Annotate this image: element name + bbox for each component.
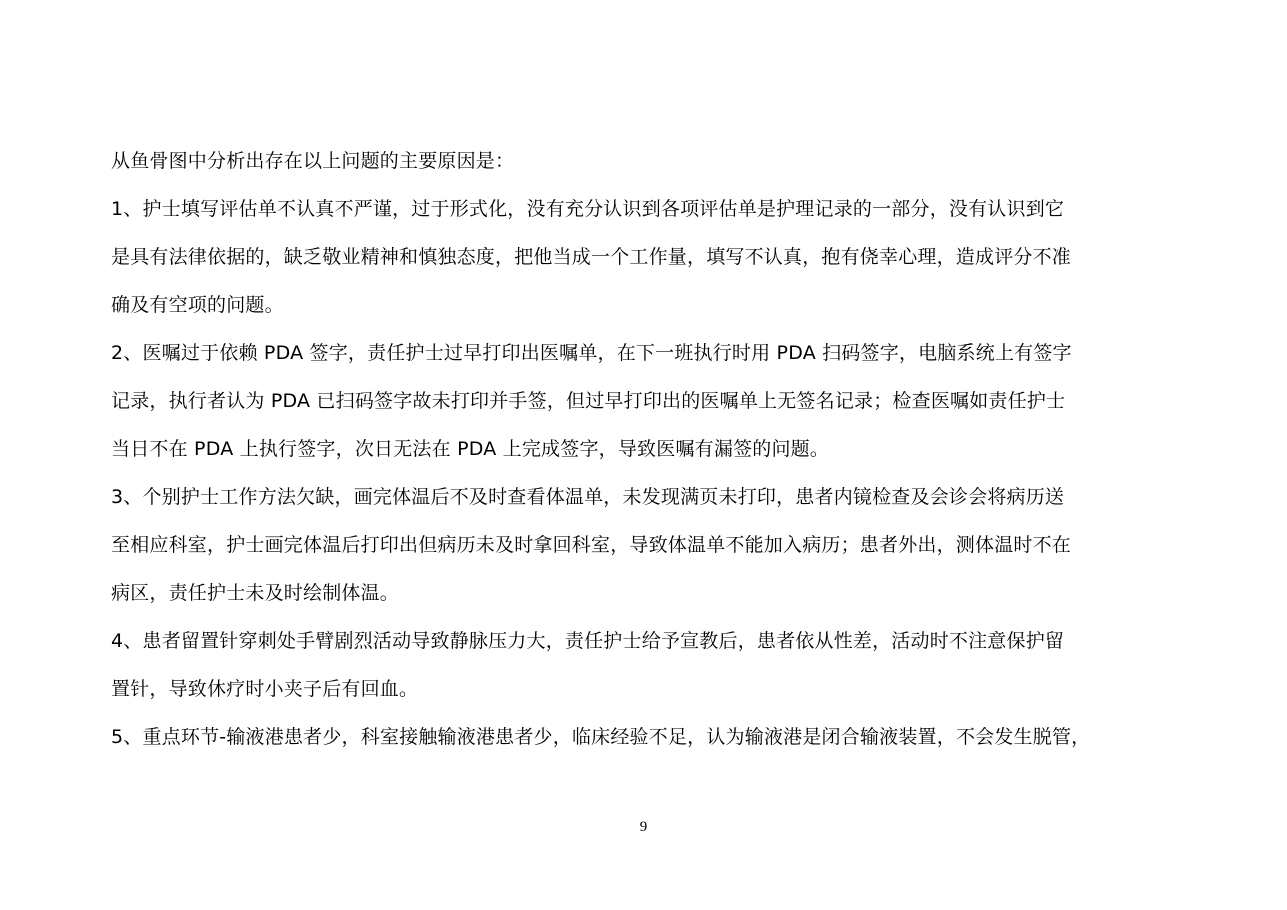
text-line: 确及有空项的问题。 bbox=[111, 294, 284, 316]
text-line: 至相应科室，护士画完体温后打印出但病历未及时拿回科室，导致体温单不能加入病历；患者外出，测体温时不在 bbox=[111, 534, 1072, 556]
text-line: 2、医嘱过于依赖 PDA 签字，责任护士过早打印出医嘱单，在下一班执行时用 PDA 扫码签字，电脑系统上有签字 bbox=[111, 342, 1072, 364]
text-line: 当日不在 PDA 上执行签字，次日无法在 PDA 上完成签字，导致医嘱有漏签的问题。 bbox=[111, 438, 830, 460]
text-line: 病区，责任护士未及时绘制体温。 bbox=[111, 582, 400, 604]
text-line: 置针，导致休疗时小夹子后有回血。 bbox=[111, 678, 419, 700]
text-line: 记录，执行者认为 PDA 已扫码签字故未打印并手签，但过早打印出的医嘱单上无签名记录；检查医嘱如责任护士 bbox=[111, 390, 1066, 412]
text-line: 3、个别护士工作方法欠缺，画完体温后不及时查看体温单，未发现满页未打印，患者内镜检查及会诊会将病历送 bbox=[111, 486, 1065, 508]
page-number: 9 bbox=[639, 819, 648, 835]
text-line: 是具有法律依据的，缺乏敬业精神和慎独态度，把他当成一个工作量，填写不认真，抱有侥幸心理，造成评分不准 bbox=[111, 246, 1072, 268]
intro-line: 从鱼骨图中分析出存在以上问题的主要原因是： bbox=[111, 150, 515, 172]
text-line: 1、护士填写评估单不认真不严谨，过于形式化，没有充分认识到各项评估单是护理记录的一部分，没有认识到它 bbox=[111, 198, 1065, 220]
text-line: 5、重点环节-输液港患者少，科室接触输液港患者少，临床经验不足，认为输液港是闭合输液装置，不会发生脱管， bbox=[111, 726, 1091, 748]
text-line: 4、患者留置针穿刺处手臂剧烈活动导致静脉压力大，责任护士给予宣教后，患者依从性差，活动时不注意保护留 bbox=[111, 630, 1065, 652]
